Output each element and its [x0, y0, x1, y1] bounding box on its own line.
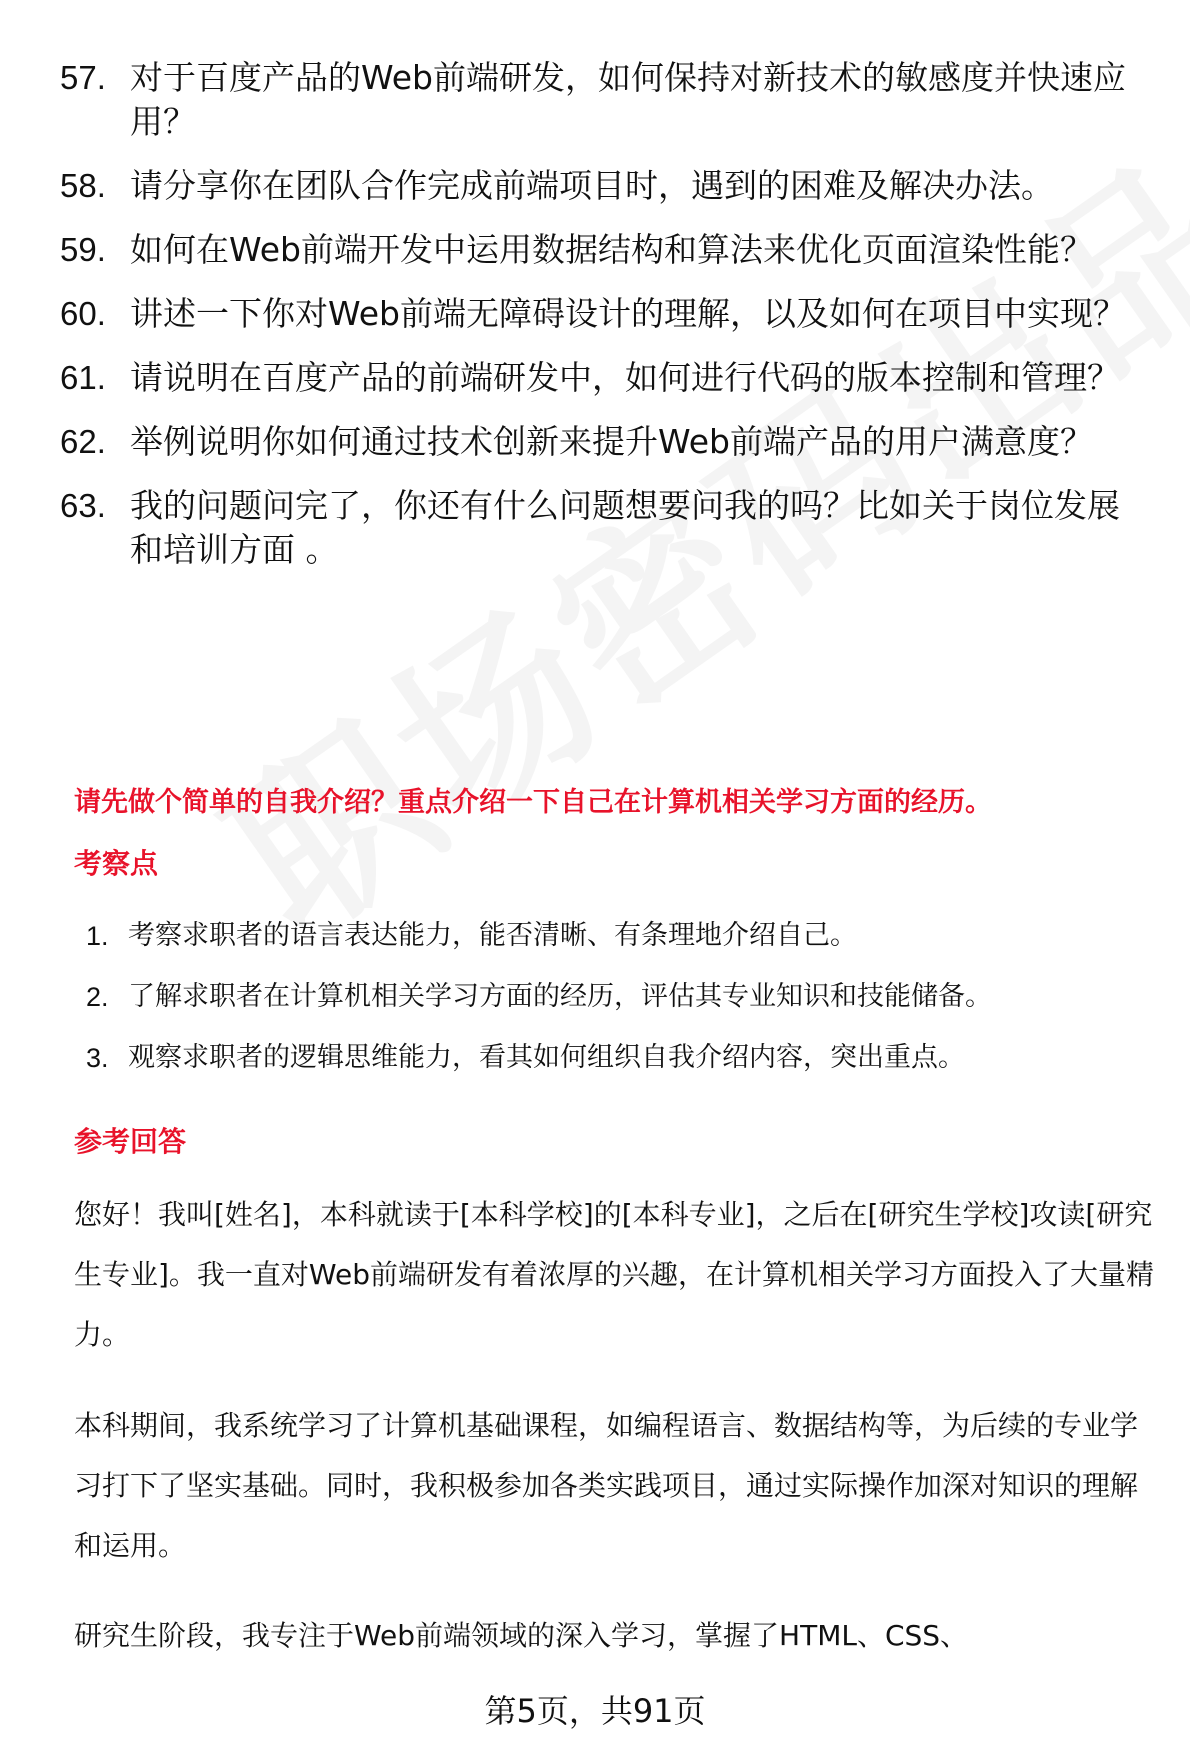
- answer-paragraph: 本科期间，我系统学习了计算机基础课程，如编程语言、数据结构等，为后续的专业学习打下了坚实基础。同时，我积极参加各类实践项目，通过实际操作加深对知识的理解和运用。: [74, 1409, 1139, 1562]
- question-item: [60, 420, 1140, 464]
- question-text: 我的问题问完了，你还有什么问题想要问我的吗？比如关于岗位发展和培训方面 。: [130, 486, 1120, 569]
- question-text: 请分享你在团队合作完成前端项目时，遇到的困难及解决办法。: [130, 166, 1054, 205]
- points-list: [86, 918, 992, 1101]
- question-item: [60, 164, 1140, 208]
- point-text: 观察求职者的逻辑思维能力，看其如何组织自我介绍内容，突出重点。: [128, 1042, 965, 1073]
- point-number: 2.: [86, 982, 109, 1012]
- question-number: 61.: [60, 359, 106, 396]
- question-number: 58.: [60, 167, 106, 204]
- question-text: 举例说明你如何通过技术创新来提升Web前端产品的用户满意度？: [130, 422, 1093, 461]
- point-item: [86, 918, 992, 954]
- question-number: 57.: [60, 59, 106, 96]
- point-text: 了解求职者在计算机相关学习方面的经历，评估其专业知识和技能储备。: [128, 981, 992, 1012]
- question-number: 62.: [60, 423, 106, 460]
- point-item: [86, 979, 992, 1015]
- question-text: 请说明在百度产品的前端研发中，如何进行代码的版本控制和管理？: [130, 358, 1120, 397]
- question-number: 60.: [60, 295, 106, 332]
- question-text: 讲述一下你对Web前端无障碍设计的理解，以及如何在项目中实现？: [130, 294, 1126, 333]
- question-item: [60, 292, 1140, 336]
- question-item: [60, 484, 1140, 572]
- question-number: 59.: [60, 231, 106, 268]
- question-item: [60, 356, 1140, 400]
- question-list: [60, 56, 1140, 592]
- question-text: 对于百度产品的Web前端研发，如何保持对新技术的敏感度并快速应用？: [130, 58, 1126, 141]
- section-title-points: 考察点: [74, 847, 159, 880]
- question-text: 如何在Web前端开发中运用数据结构和算法来优化页面渲染性能？: [130, 230, 1093, 269]
- point-number: 3.: [86, 1043, 109, 1073]
- point-number: 1.: [86, 921, 109, 951]
- main-question-heading: 请先做个简单的自我介绍？重点介绍一下自己在计算机相关学习方面的经历。: [74, 787, 992, 818]
- question-item: [60, 56, 1140, 144]
- answer-paragraph: 您好！我叫[姓名]，本科就读于[本科学校]的[本科专业]，之后在[研究生学校]攻读[研究生专业]。我一直对Web前端研发有着浓厚的兴趣，在计算机相关学习方面投入了大量精力。: [74, 1198, 1154, 1351]
- section-title-answer: 参考回答: [74, 1125, 187, 1158]
- question-item: [60, 228, 1140, 272]
- answer-paragraph: 研究生阶段，我专注于Web前端领域的深入学习，掌握了HTML、CSS、: [74, 1619, 969, 1652]
- point-text: 考察求职者的语言表达能力，能否清晰、有条理地介绍自己。: [128, 920, 857, 951]
- page-footer: 第5页，共91页: [484, 1692, 706, 1730]
- point-item: [86, 1040, 992, 1076]
- question-number: 63.: [60, 487, 106, 524]
